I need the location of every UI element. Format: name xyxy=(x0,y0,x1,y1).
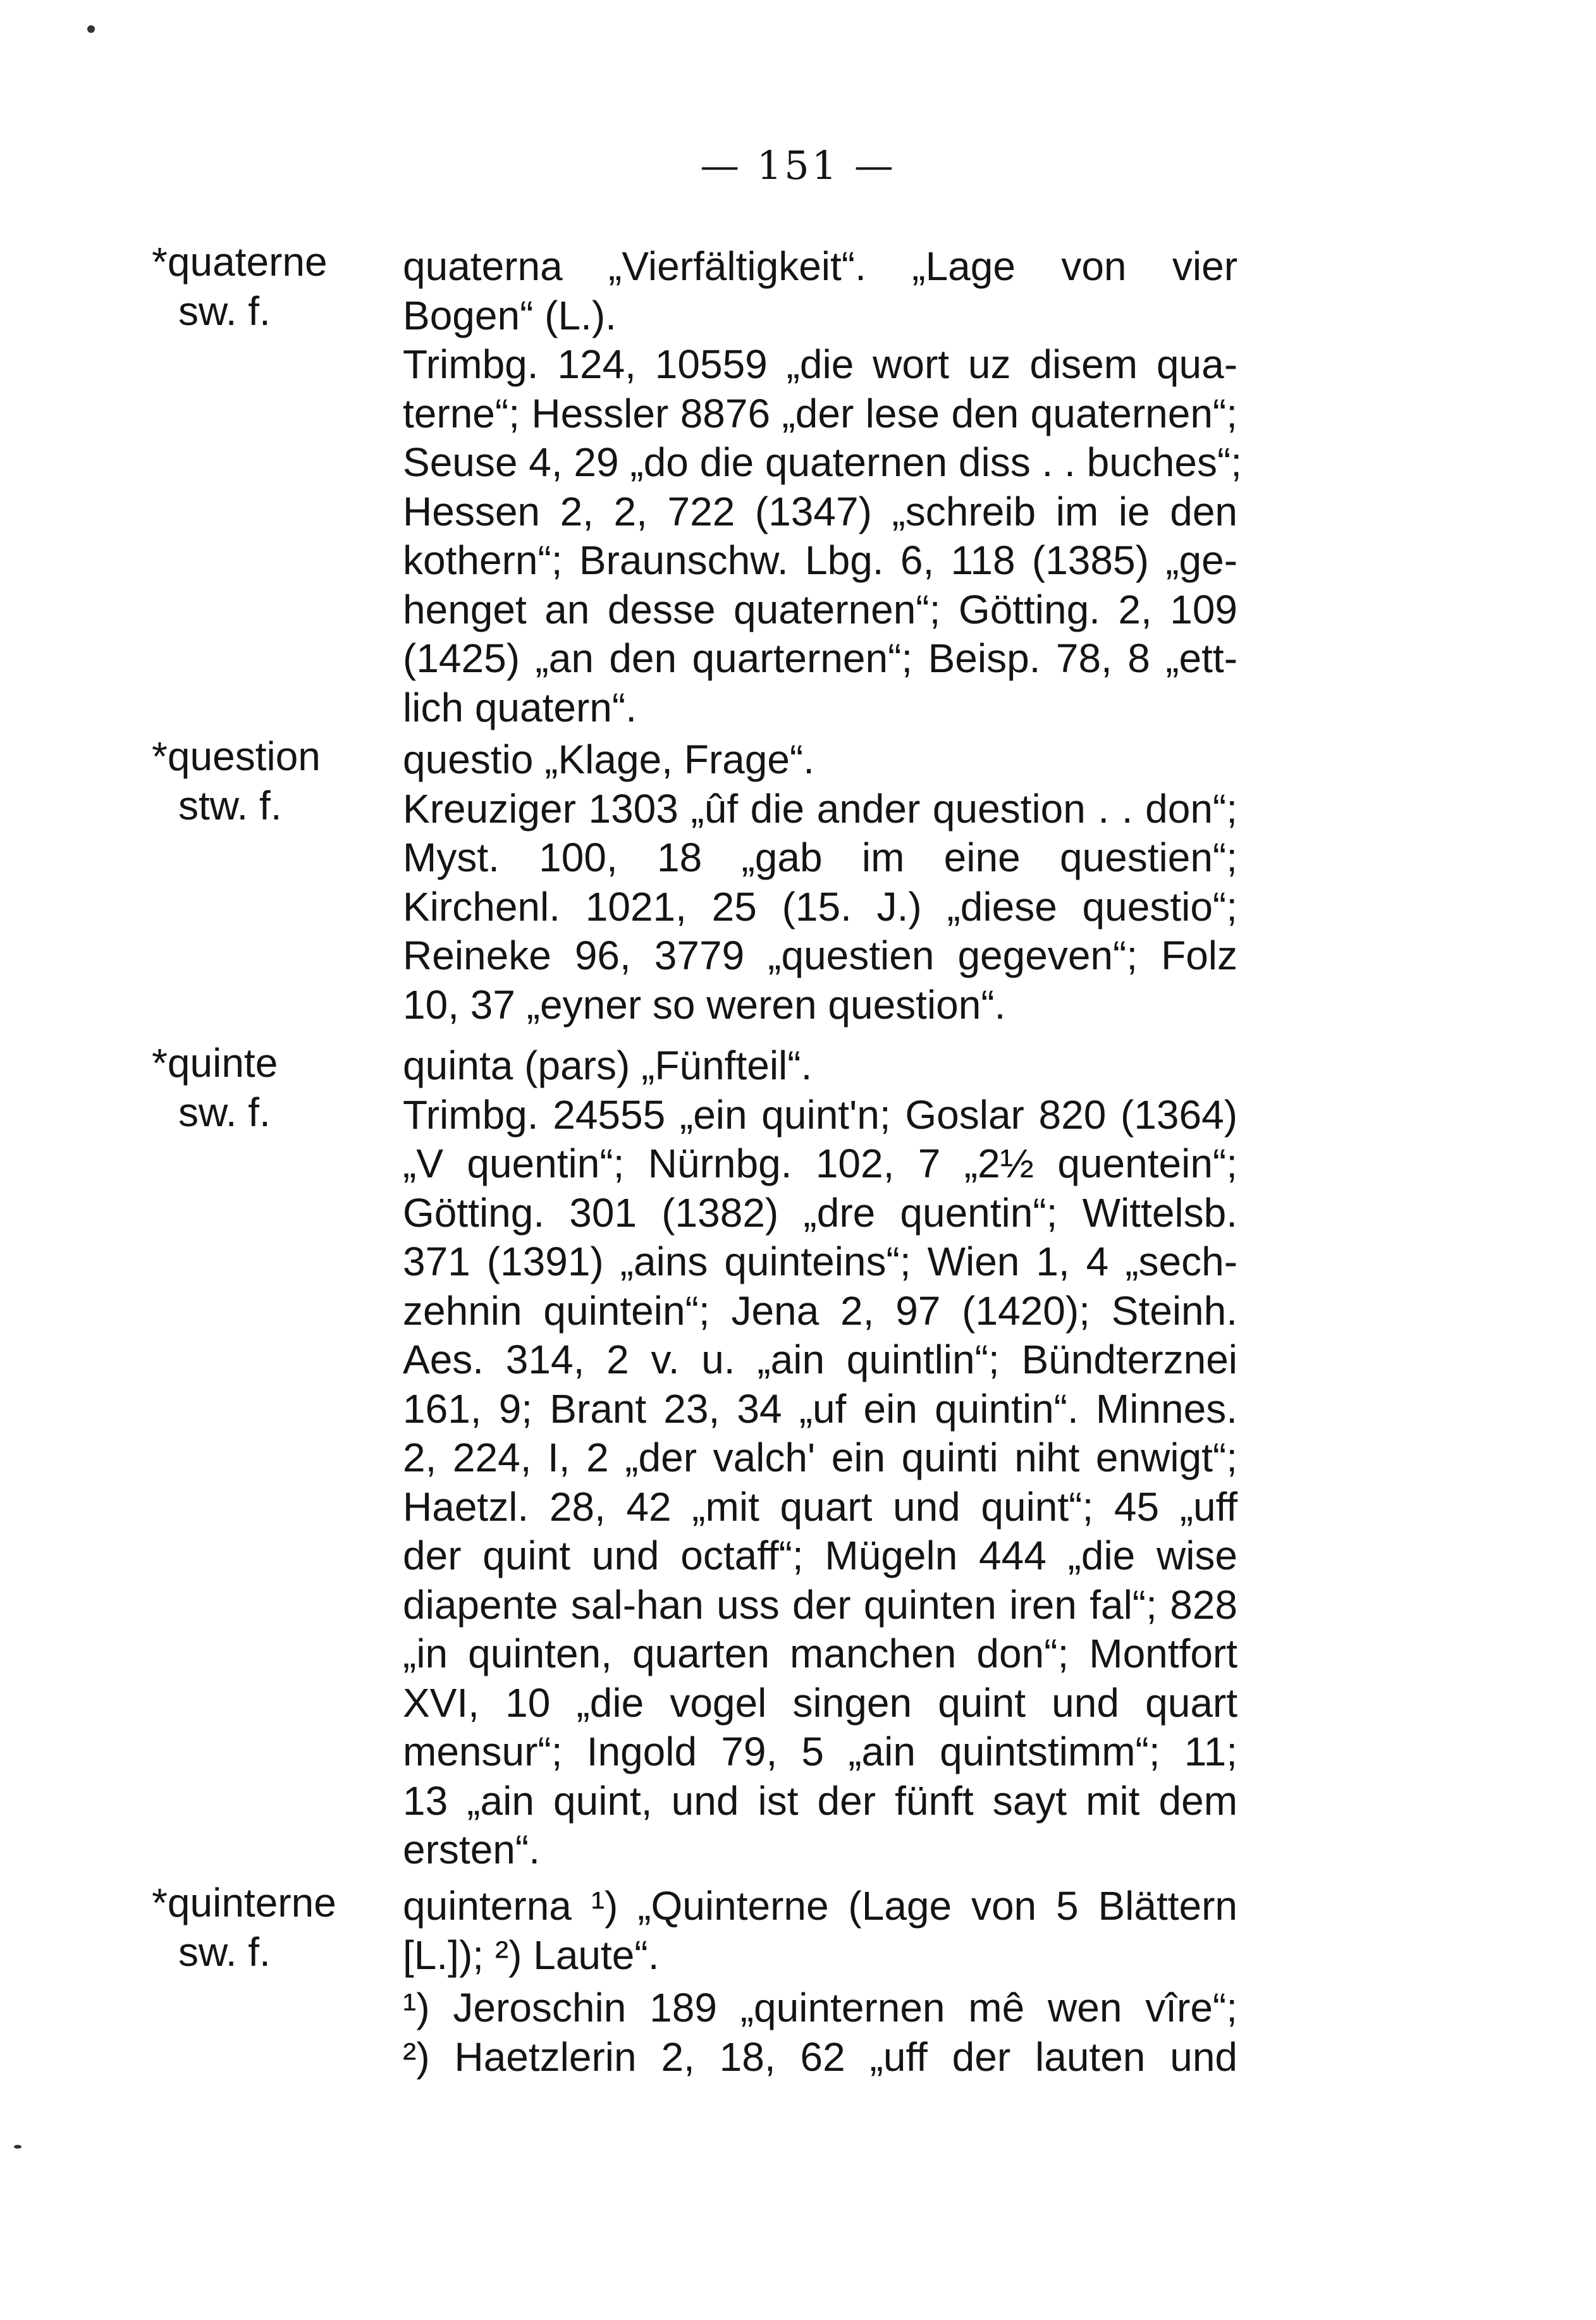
entry-body xyxy=(403,242,1243,732)
entry-line: Myst. 100, 18 „gab im eine questien“; xyxy=(403,835,1237,880)
entry-line: quinta (pars) „Fünfteil“. xyxy=(403,1043,813,1088)
entry-line: ¹) Jeroschin 189 „quinternen mê wen vîre“; xyxy=(403,1985,1237,2030)
headword-column xyxy=(152,1878,360,1977)
entry-line: Kreuziger 1303 „ûf die ander question . . don“; xyxy=(403,785,1237,832)
entry-line: 10, 37 „eyner so weren question“. xyxy=(403,981,1006,1028)
entry-line: „V quentin“; Nürnbg. 102, 7 „2½ quentein“; xyxy=(403,1141,1237,1186)
headword-column xyxy=(152,1038,360,1137)
entry-line: terne“; Hessler 8876 „der lese den quaternen“; xyxy=(403,390,1237,436)
entry-body xyxy=(403,1041,1237,1875)
entry-line: 13 „ain quint, und ist der fünft sayt mit dem xyxy=(403,1777,1237,1824)
entry-line: mensur“; Ingold 79, 5 „ain quintstimm“; 11; xyxy=(403,1729,1237,1774)
entry-line: Hessen 2, 2, 722 (1347) „schreib im ie den xyxy=(403,488,1237,534)
entry-line: [L.]); ²) Laute“. xyxy=(403,1932,660,1978)
entry-line: (1425) „an den quarternen“; Beisp. 78, 8 „ett- xyxy=(403,635,1237,681)
entry-line: Trimbg. 124, 10559 „die wort uz disem qua- xyxy=(403,341,1237,387)
entry-line: kothern“; Braunschw. Lbg. 6, 118 (1385) „ge- xyxy=(403,537,1237,583)
entry-body xyxy=(403,1882,1237,2082)
entry-line: Götting. 301 (1382) „dre quentin“; Wittelsb. xyxy=(403,1189,1237,1236)
entry-line: questio „Klage, Frage“. xyxy=(403,737,814,782)
entry-line: ²) Haetzlerin 2, 18, 62 „uff der lauten und xyxy=(403,2034,1237,2080)
entry-line: Bogen“ (L.). xyxy=(403,292,617,338)
entry-line: der quint und octaff“; Mügeln 444 „die wise xyxy=(403,1533,1237,1578)
headword: *quinterne xyxy=(152,1880,336,1925)
print-speck xyxy=(87,25,95,33)
headword-column xyxy=(152,237,360,336)
entry-body xyxy=(403,735,1237,1029)
entry-line: quaterna „Vierfältigkeit“. „Lage von vier xyxy=(403,243,1237,289)
entry-line: quinterna ¹) „Quinterne (Lage von 5 Blättern xyxy=(403,1883,1237,1929)
print-speck xyxy=(14,2145,21,2149)
grammar-label: sw. f. xyxy=(178,1929,271,1975)
entry-line: Haetzl. 28, 42 „mit quart und quint“; 45 „uff xyxy=(403,1483,1237,1530)
headword-column xyxy=(152,732,360,830)
headword: *question xyxy=(152,733,321,779)
grammar-label: stw. f. xyxy=(178,783,282,828)
grammar-label: sw. f. xyxy=(178,1089,271,1135)
grammar-label: sw. f. xyxy=(178,288,271,334)
entry-line: 161, 9; Brant 23, 34 „uf ein quintin“. Minnes. xyxy=(403,1385,1237,1432)
entry-line: diapente sal-han uss der quinten iren fal“; 828 xyxy=(403,1581,1237,1628)
entry-line: zehnin quintein“; Jena 2, 97 (1420); Steinh. xyxy=(403,1287,1237,1334)
entry-line: XVI, 10 „die vogel singen quint und quart xyxy=(403,1679,1237,1726)
entry-line: 2, 224, I, 2 „der valch' ein quinti niht enwigt“; xyxy=(403,1435,1237,1480)
page-number: — 151 — xyxy=(700,142,896,188)
entry-line: henget an desse quaternen“; Götting. 2, 109 xyxy=(403,586,1237,632)
entry-line: Kirchenl. 1021, 25 (15. J.) „diese questio“; xyxy=(403,883,1237,930)
entry-line: „in quinten, quarten manchen don“; Montfort xyxy=(403,1631,1237,1676)
entry-line: Reineke 96, 3779 „questien gegeven“; Folz xyxy=(403,933,1237,978)
entry-line: lich quatern“. xyxy=(403,684,637,730)
entry-line: Trimbg. 24555 „ein quint'n; Goslar 820 (1364) xyxy=(403,1091,1237,1138)
headword: *quinte xyxy=(152,1040,278,1086)
entry-line: ersten“. xyxy=(403,1827,540,1872)
entry-line: Seuse 4, 29 „do die quaternen diss . . buches“; xyxy=(403,439,1243,485)
headword: *quaterne xyxy=(152,239,328,285)
entry-line: Aes. 314, 2 v. u. „ain quintlin“; Bündterznei xyxy=(403,1337,1237,1382)
entry-line: 371 (1391) „ains quinteins“; Wien 1, 4 „sech- xyxy=(403,1239,1237,1284)
